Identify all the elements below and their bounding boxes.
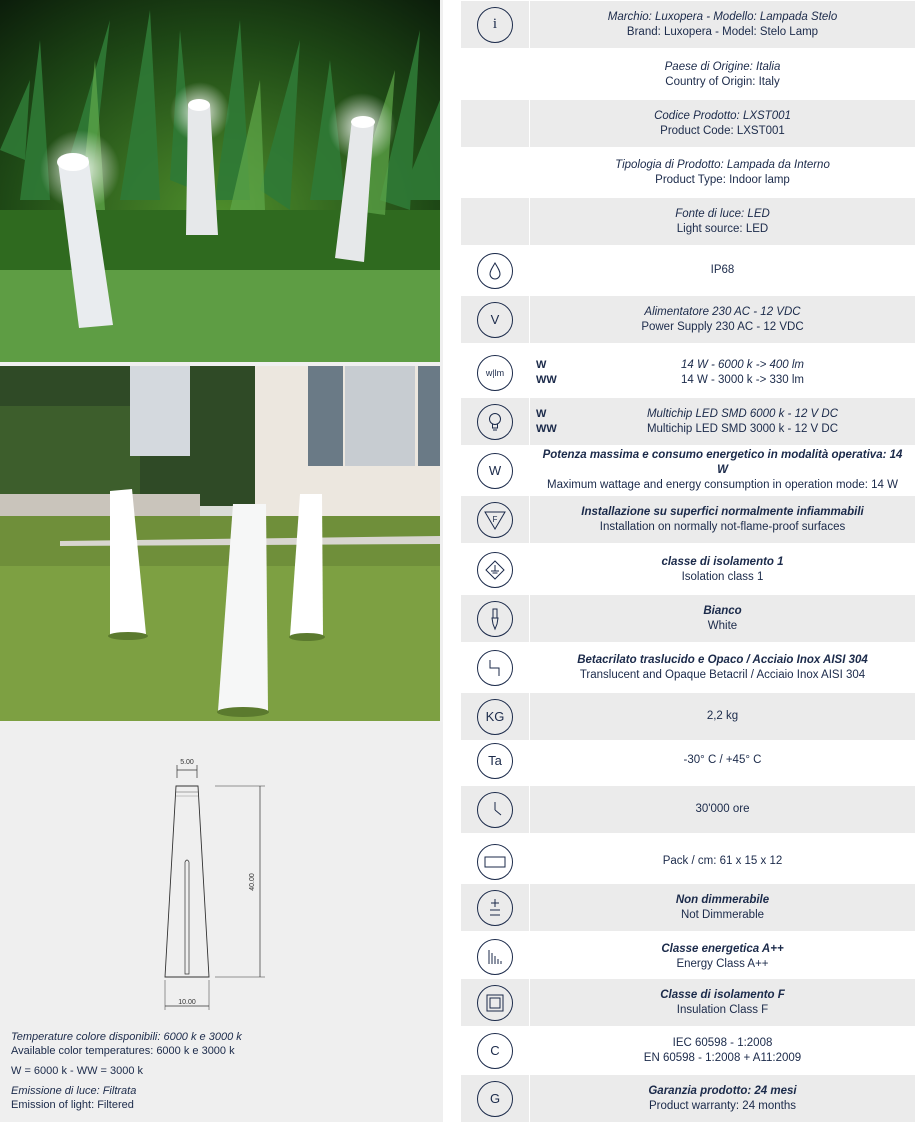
- spec-row-wattage: [461, 447, 915, 494]
- warranty-it: Garanzia prodotto: 24 mesi: [648, 1084, 797, 1097]
- type-it: Tipologia di Prodotto: Lampada da Interno: [615, 158, 830, 171]
- notes-block: [11, 1030, 242, 1112]
- wattage-en: Maximum wattage and energy consumption in operation mode: 14 W: [547, 479, 898, 491]
- base-dimension: 10.00: [178, 999, 196, 1006]
- insulation-f-it: Classe di isolamento F: [660, 988, 785, 1001]
- wattage-it: Potenza massima e consumo energetico in modalità operativa: 14 W: [542, 449, 903, 476]
- isolation-it: classe di isolamento 1: [661, 555, 784, 568]
- emission-it: Emissione di luce: Filtrata: [11, 1085, 137, 1097]
- spec-row-pack: [461, 838, 915, 885]
- flame-it: Installazione su superfici normalmente infiammabili: [581, 505, 864, 518]
- material-icon: [477, 650, 513, 686]
- lumen-label-ww: WW: [536, 373, 557, 386]
- spec-row-led: [461, 398, 915, 445]
- technical-drawing: [150, 752, 290, 1012]
- certification-iec: IEC 60598 - 1:2008: [672, 1036, 773, 1049]
- spec-row-lifetime: [461, 786, 915, 833]
- spec-row-insulation-f: [461, 979, 915, 1026]
- source-en: Light source: LED: [676, 222, 769, 235]
- color-en: White: [707, 619, 738, 632]
- flame-en: Installation on normally not-flame-proof surfaces: [599, 520, 846, 533]
- ip-rating: IP68: [710, 264, 735, 276]
- lumen-w-value: 14 W - 6000 k -> 400 lm: [680, 358, 805, 371]
- spec-row-flame: [461, 496, 915, 543]
- origin-it: Paese di Origine: Italia: [664, 60, 781, 73]
- temperature-icon: Ta: [477, 743, 513, 779]
- led-label-ww: WW: [536, 422, 557, 435]
- source-it: Fonte di luce: LED: [675, 207, 770, 220]
- lifetime-value: 30'000 ore: [695, 803, 750, 815]
- spec-row-ip: [461, 247, 915, 294]
- spec-row-power-supply: [461, 296, 915, 343]
- insulation-f-en: Insulation Class F: [676, 1003, 769, 1016]
- spec-row-warranty: [461, 1075, 915, 1122]
- dimmer-en: Not Dimmerable: [680, 908, 765, 921]
- spec-row-weight: [461, 693, 915, 740]
- led-label-w: W: [536, 407, 547, 420]
- temperature-value: -30° C / +45° C: [683, 754, 762, 766]
- material-en: Translucent and Opaque Betacril / Acciaio Inox AISI 304: [579, 668, 866, 681]
- bulb-icon: [477, 404, 513, 440]
- lumen-label-w: W: [536, 358, 547, 371]
- weight-icon: KG: [477, 699, 513, 735]
- energy-class-it: Classe energetica A++: [661, 942, 784, 955]
- warranty-icon: G: [477, 1081, 513, 1117]
- left-column: [0, 0, 443, 1122]
- voltage-icon: V: [477, 302, 513, 338]
- type-en: Product Type: Indoor lamp: [655, 173, 790, 186]
- color-temp-en: Available color temperatures: 6000 k e 3000 k: [11, 1045, 235, 1057]
- package-icon: [477, 844, 513, 880]
- color-temp-codes: W = 6000 k - WW = 3000 k: [11, 1065, 144, 1077]
- code-en: Product Code: LXST001: [660, 124, 785, 137]
- spec-row-lumen: [461, 349, 915, 396]
- info-icon: i: [477, 7, 513, 43]
- clock-icon: [477, 792, 513, 828]
- spec-row-dimmer: [461, 884, 915, 931]
- brand-it: Marchio: Luxopera - Modello: Lampada Stelo: [607, 10, 838, 23]
- flame-surface-icon: [477, 502, 513, 538]
- code-it: Codice Prodotto: LXST001: [654, 109, 791, 122]
- weight-value: 2,2 kg: [706, 710, 739, 722]
- spec-row-origin: [461, 51, 915, 98]
- product-photo-night: [0, 0, 440, 362]
- spec-row-material: [461, 644, 915, 691]
- color-temp-it: Temperature colore disponibili: 6000 k e 3000 k: [11, 1031, 242, 1043]
- spec-row-certification: [461, 1027, 915, 1074]
- product-photo-garden: [0, 366, 440, 721]
- power-supply-en: Power Supply 230 AC - 12 VDC: [641, 320, 804, 333]
- dimmer-it: Non dimmerabile: [675, 893, 770, 906]
- dimmer-icon: [477, 890, 513, 926]
- height-dimension: 40.00: [249, 873, 256, 891]
- brush-icon: [477, 601, 513, 637]
- origin-en: Country of Origin: Italy: [665, 75, 780, 88]
- spec-row-code: [461, 100, 915, 147]
- spec-row-brand: [461, 1, 915, 48]
- led-w-value: Multichip LED SMD 6000 k - 12 V DC: [646, 407, 839, 420]
- energy-class-icon: [477, 939, 513, 975]
- certification-en: EN 60598 - 1:2008 + A11:2009: [643, 1051, 802, 1064]
- top-dimension: 5.00: [180, 759, 194, 766]
- color-it: Bianco: [703, 604, 742, 617]
- spec-row-temperature: [461, 737, 915, 784]
- power-supply-it: Alimentatore 230 AC - 12 VDC: [644, 305, 801, 318]
- spec-row-source: [461, 198, 915, 245]
- brand-en: Brand: Luxopera - Model: Stelo Lamp: [626, 25, 819, 38]
- certification-icon: C: [477, 1033, 513, 1069]
- drop-icon: [477, 253, 513, 289]
- warranty-en: Product warranty: 24 months: [648, 1099, 796, 1112]
- lumen-ww-value: 14 W - 3000 k -> 330 lm: [680, 373, 805, 386]
- wattage-icon: W: [477, 453, 513, 489]
- lumen-icon: w|lm: [477, 355, 513, 391]
- led-ww-value: Multichip LED SMD 3000 k - 12 V DC: [646, 422, 839, 435]
- spec-row-isolation-class: [461, 546, 915, 593]
- material-it: Betacrilato traslucido e Opaco / Acciaio Inox AISI 304: [577, 653, 868, 666]
- spec-row-color: [461, 595, 915, 642]
- spec-row-energy-class: [461, 933, 915, 980]
- isolation-en: Isolation class 1: [681, 570, 764, 583]
- svg-text:F: F: [492, 514, 498, 524]
- isolation-class-icon: [477, 552, 513, 588]
- pack-value: Pack / cm: 61 x 15 x 12: [662, 855, 783, 867]
- energy-class-en: Energy Class A++: [676, 957, 769, 970]
- insulation-f-icon: [477, 985, 513, 1021]
- emission-en: Emission of light: Filtered: [11, 1099, 134, 1111]
- spec-row-type: [461, 149, 915, 196]
